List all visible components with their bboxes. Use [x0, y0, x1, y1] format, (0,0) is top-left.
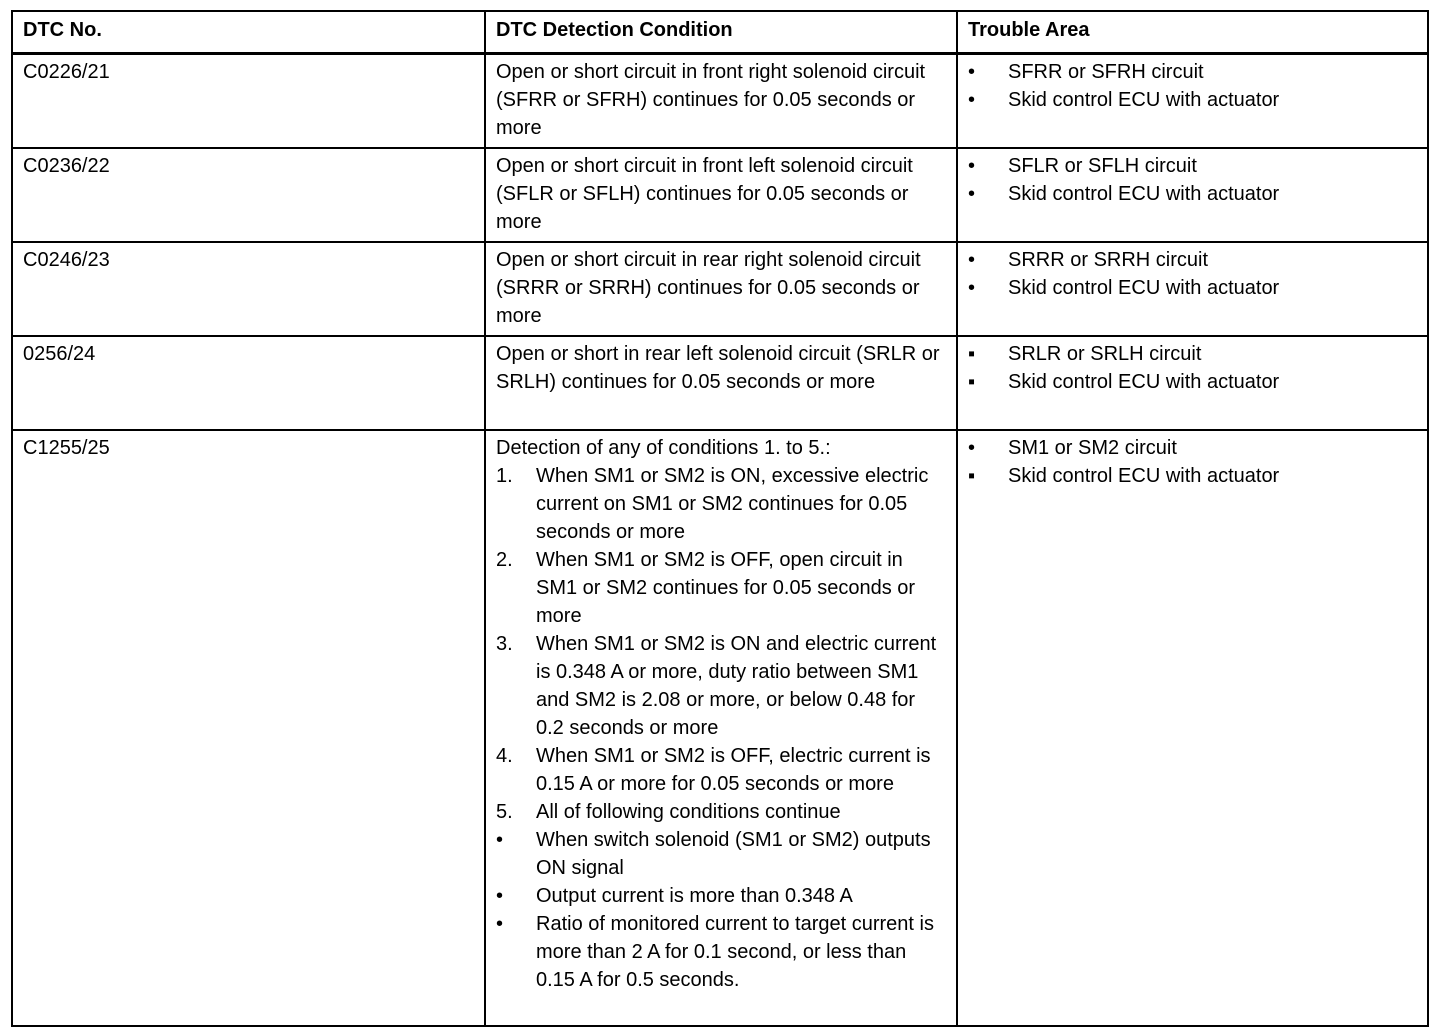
numbered-item: 4. When SM1 or SM2 is OFF, electric current is 0.15 A or more for 0.05 seconds or more: [496, 742, 946, 798]
trouble-area: [957, 148, 1428, 242]
header-row: [12, 11, 1428, 54]
bullet-icon: ▪: [968, 464, 976, 487]
bullet-icon: •: [496, 884, 504, 907]
dtc-code: C0246/23: [12, 242, 485, 336]
bullet-icon: •: [496, 828, 504, 851]
list-item: • When switch solenoid (SM1 or SM2) outputs ON signal: [496, 826, 946, 882]
list-item: • Skid control ECU with actuator: [968, 180, 1417, 208]
item-number: 5.: [496, 800, 513, 823]
trouble-area: [957, 430, 1428, 1026]
bullet-icon: •: [968, 89, 976, 111]
detection-condition: Open or short circuit in front right solenoid circuit (SFRR or SFRH) continues for 0.05 seconds or more: [485, 54, 957, 148]
item-number: 1.: [496, 464, 513, 487]
table-row: [12, 148, 1428, 242]
table-row: [12, 54, 1428, 148]
item-number: 4.: [496, 744, 513, 767]
list-item: • SFLR or SFLH circuit: [968, 152, 1417, 180]
detection-condition: Open or short circuit in rear right solenoid circuit (SRRR or SRRH) continues for 0.05 seconds or more: [485, 242, 957, 336]
detection-condition: Open or short circuit in front left solenoid circuit (SFLR or SFLH) continues for 0.05 seconds or more: [485, 148, 957, 242]
numbered-item: 1. When SM1 or SM2 is ON, excessive electric current on SM1 or SM2 continues for 0.05 seconds or more: [496, 462, 946, 546]
numbered-item: 5. All of following conditions continue: [496, 798, 946, 826]
detection-condition: [485, 430, 957, 1026]
list-item: • Output current is more than 0.348 A: [496, 882, 946, 910]
dtc-code: C1255/25: [12, 430, 485, 1026]
numbered-item: 2. When SM1 or SM2 is OFF, open circuit in SM1 or SM2 continues for 0.05 seconds or more: [496, 546, 946, 630]
list-item: • Skid control ECU with actuator: [968, 274, 1417, 302]
bullet-icon: •: [968, 182, 976, 205]
bullet-icon: ▪: [968, 342, 976, 365]
list-item: • SM1 or SM2 circuit: [968, 434, 1417, 462]
list-item: • Skid control ECU with actuator: [968, 86, 1417, 114]
bullet-icon: •: [968, 154, 976, 177]
list-item: • SRRR or SRRH circuit: [968, 246, 1417, 274]
bullet-icon: •: [968, 276, 976, 299]
item-number: 3.: [496, 632, 513, 655]
dtc-code: C0236/22: [12, 148, 485, 242]
dtc-table: [11, 10, 1429, 1027]
condition-intro: Detection of any of conditions 1. to 5.:: [496, 436, 831, 459]
table-row: [12, 430, 1428, 1026]
trouble-area: [957, 336, 1428, 430]
list-item: • Ratio of monitored current to target current is more than 2 A for 0.1 second, or less than 0.15 A for 0.5 seconds.: [496, 910, 946, 994]
numbered-item: 3. When SM1 or SM2 is ON and electric current is 0.348 A or more, duty ratio between SM1 and SM2 is 2.08 or more, or below 0.48 for 0.2 seconds or more: [496, 630, 946, 742]
bullet-icon: •: [968, 248, 976, 271]
dtc-code: C0226/21: [12, 54, 485, 148]
item-number: 2.: [496, 548, 513, 571]
bullet-icon: •: [496, 912, 504, 935]
list-item: ▪ Skid control ECU with actuator: [968, 462, 1417, 490]
header-dtc-no: DTC No.: [12, 11, 485, 54]
table-row: [12, 336, 1428, 430]
trouble-area: [957, 242, 1428, 336]
list-item: • SFRR or SFRH circuit: [968, 58, 1417, 86]
header-trouble-area: Trouble Area: [957, 11, 1428, 54]
bullet-icon: •: [968, 436, 976, 459]
list-item: ▪ SRLR or SRLH circuit: [968, 340, 1417, 368]
table-row: [12, 242, 1428, 336]
header-detection-condition: DTC Detection Condition: [485, 11, 957, 54]
bullet-icon: •: [968, 61, 976, 83]
list-item: ▪ Skid control ECU with actuator: [968, 368, 1417, 396]
bullet-icon: ▪: [968, 370, 976, 393]
dtc-code: 0256/24: [12, 336, 485, 430]
trouble-area: [957, 54, 1428, 148]
detection-condition: Open or short in rear left solenoid circuit (SRLR or SRLH) continues for 0.05 seconds or more: [485, 336, 957, 430]
